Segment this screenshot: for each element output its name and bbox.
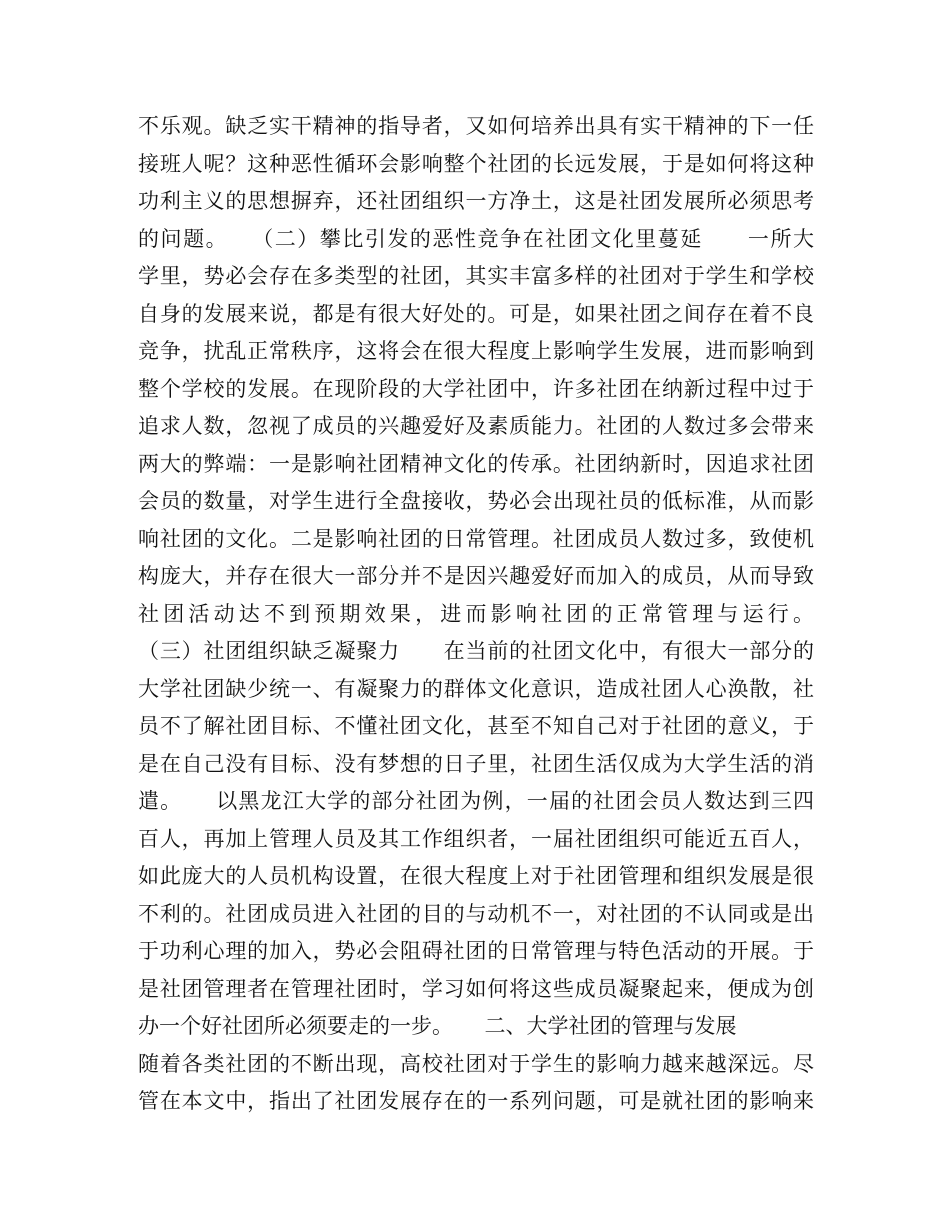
text-line: 如此庞大的人员机构设置，在很大程度上对于社团管理和组织发展是很	[138, 864, 814, 888]
text-line: 是在自己没有目标、没有梦想的日子里，社团生活仅成为大学生活的消	[138, 751, 814, 776]
text-line: 百人，再加上管理人员及其工作组织者，一届社团组织可能近五百人，	[138, 826, 814, 851]
text-line: 自身的发展来说，都是有很大好处的。可是，如果社团之间存在着不良	[138, 301, 814, 326]
text-line: 不利的。社团成员进入社团的目的与动机不一，对社团的不认同或是出	[138, 901, 814, 926]
text-line: 响社团的文化。二是影响社团的日常管理。社团成员人数过多，致使机	[138, 526, 814, 551]
body-text	[138, 108, 814, 1121]
text-line: 随着各类社团的不断出现，高校社团对于学生的影响力越来越深远。尽	[138, 1051, 814, 1076]
text-line: 大学社团缺少统一、有凝聚力的群体文化意识，造成社团人心涣散，社	[138, 676, 814, 701]
text-line: 的问题。 （二）攀比引发的恶性竞争在社团文化里蔓延 一所大	[138, 226, 814, 251]
text-line: 整个学校的发展。在现阶段的大学社团中，许多社团在纳新过程中过于	[138, 376, 814, 401]
text-line: 学里，势必会存在多类型的社团，其实丰富多样的社团对于学生和学校	[138, 264, 814, 288]
text-line: 员不了解社团目标、不懂社团文化，甚至不知自己对于社团的意义，于	[138, 714, 814, 738]
text-line: 遣。 以黑龙江大学的部分社团为例，一届的社团会员人数达到三四	[138, 789, 814, 813]
text-line: 接班人呢？这种恶性循环会影响整个社团的长远发展，于是如何将这种	[138, 151, 814, 176]
text-line: 竞争，扰乱正常秩序，这将会在很大程度上影响学生发展，进而影响到	[138, 339, 814, 363]
text-line: 于功利心理的加入，势必会阻碍社团的日常管理与特色活动的开展。于	[138, 939, 814, 963]
text-line: 追求人数，忽视了成员的兴趣爱好及素质能力。社团的人数过多会带来	[138, 414, 814, 438]
text-line: 管在本文中，指出了社团发展存在的一系列问题，可是就社团的影响来	[138, 1089, 814, 1113]
text-line: 办一个好社团所必须要走的一步。 二、大学社团的管理与发展	[138, 1014, 737, 1038]
text-line: 社团活动达不到预期效果，进而影响社团的正常管理与运行。	[138, 601, 814, 626]
text-line: 是社团管理者在管理社团时，学习如何将这些成员凝聚起来，便成为创	[138, 976, 814, 1001]
text-line: （三）社团组织缺乏凝聚力 在当前的社团文化中，有很大一部分的	[138, 639, 814, 663]
text-line: 会员的数量，对学生进行全盘接收，势必会出现社员的低标准，从而影	[138, 489, 814, 513]
text-line: 功利主义的思想摒弃，还社团组织一方净土，这是社团发展所必须思考	[138, 189, 814, 213]
text-line: 不乐观。缺乏实干精神的指导者，又如何培养出具有实干精神的下一任	[138, 114, 814, 138]
text-line: 两大的弊端：一是影响社团精神文化的传承。社团纳新时，因追求社团	[138, 451, 814, 476]
text-line: 构庞大，并存在很大一部分并不是因兴趣爱好而加入的成员，从而导致	[138, 564, 814, 588]
